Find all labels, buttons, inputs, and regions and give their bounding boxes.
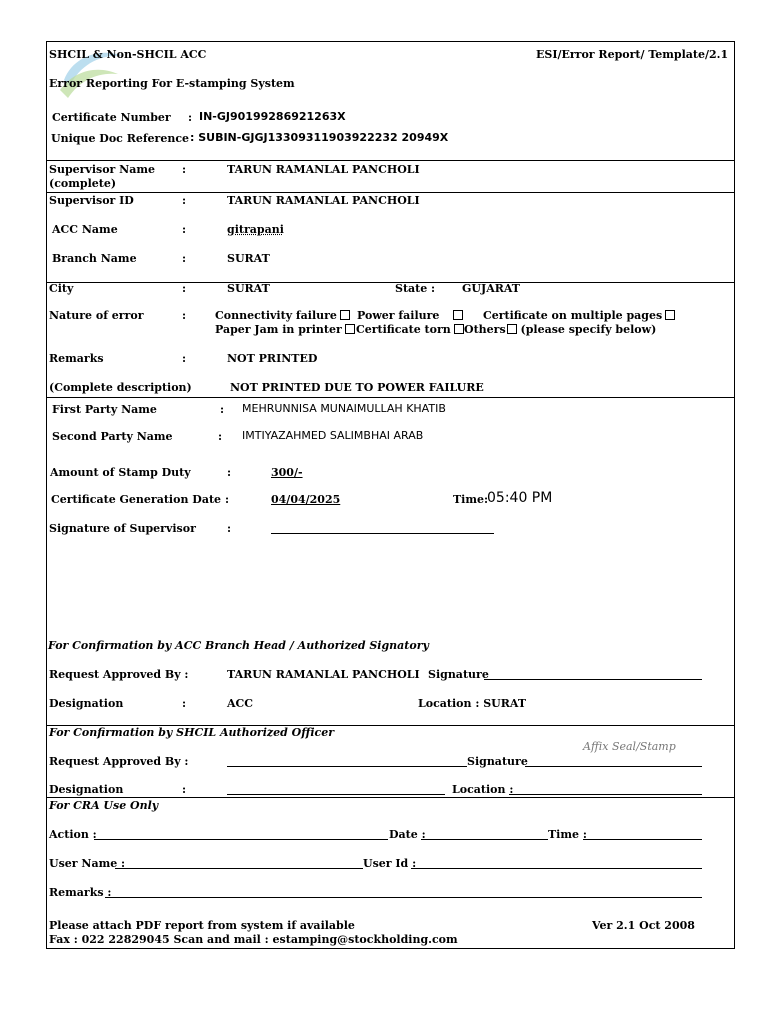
unique-doc-label: Unique Doc Reference xyxy=(51,132,190,145)
location-value: Location : SURAT xyxy=(418,697,527,710)
supervisor-name-label: Supervisor Name xyxy=(49,163,155,176)
colon: : xyxy=(182,783,187,796)
time-value: 05:40 PM xyxy=(487,490,553,506)
shcil-signature-label: Signature xyxy=(467,755,528,768)
date-line[interactable] xyxy=(421,839,548,840)
colon: : xyxy=(182,697,187,710)
colon: : xyxy=(220,403,225,416)
acc-name-value: gitrapani xyxy=(227,223,284,236)
shcil-approved-by-line[interactable] xyxy=(227,766,467,767)
divider xyxy=(46,160,735,161)
option-note: (please specify below) xyxy=(520,323,657,336)
state-value: GUJARAT xyxy=(462,282,520,295)
option-label: Others xyxy=(464,323,506,336)
supervisor-signature-line[interactable] xyxy=(271,533,494,534)
supervisor-id-label: Supervisor ID xyxy=(49,194,134,207)
nature-of-error-label: Nature of error xyxy=(49,309,144,322)
remarks-value: NOT PRINTED xyxy=(227,352,318,365)
branch-name-label: Branch Name xyxy=(52,252,137,265)
colon: : xyxy=(225,493,230,506)
template-ref: ESI/Error Report/ Template/2.1 xyxy=(536,48,729,61)
generation-date-value: 04/04/2025 xyxy=(271,493,341,506)
signature-line[interactable] xyxy=(484,679,702,680)
shcil-location-label: Location : xyxy=(452,783,514,796)
complete-description-label: (Complete description) xyxy=(49,381,192,394)
second-party-label: Second Party Name xyxy=(52,430,173,443)
second-party-value: IMTIYAZAHMED SALIMBHAI ARAB xyxy=(242,429,424,442)
cra-heading: For CRA Use Only xyxy=(49,799,159,812)
colon: : xyxy=(182,223,187,236)
option-connectivity[interactable] xyxy=(215,310,350,323)
signature-label: Signature xyxy=(428,668,489,681)
option-torn[interactable] xyxy=(356,324,464,337)
form-title: Error Reporting For E-stamping System xyxy=(49,77,295,90)
supervisor-signature-label: Signature of Supervisor xyxy=(49,522,196,535)
stamp-duty-label: Amount of Stamp Duty xyxy=(50,466,191,479)
shcil-location-line[interactable] xyxy=(509,794,702,795)
checkbox[interactable] xyxy=(453,310,463,320)
fax-contact: Fax : 022 22829045 Scan and mail : estamping@stockholding.com xyxy=(49,933,458,946)
option-label: Certificate torn xyxy=(356,323,451,336)
user-id-line[interactable] xyxy=(411,868,702,869)
divider xyxy=(46,397,735,398)
colon: : xyxy=(227,522,232,535)
action-label: Action : xyxy=(49,828,97,841)
time-line[interactable] xyxy=(583,839,702,840)
colon: : xyxy=(182,252,187,265)
option-label: Connectivity failure xyxy=(215,309,337,322)
shcil-signature-line[interactable] xyxy=(525,766,702,767)
option-power[interactable] xyxy=(357,310,463,323)
state-label: State : xyxy=(395,282,436,295)
branch-confirm-heading: For Confirmation by ACC Branch Head / Authorized Signatory xyxy=(48,639,429,652)
checkbox[interactable] xyxy=(345,324,355,334)
option-label: Certificate on multiple pages xyxy=(483,309,663,322)
user-name-line[interactable] xyxy=(115,868,363,869)
approved-by-label: Request Approved By : xyxy=(49,668,189,681)
colon: : xyxy=(182,194,187,207)
org-name: SHCIL & Non-SHCIL ACC xyxy=(49,48,207,61)
checkbox[interactable] xyxy=(454,324,464,334)
acc-name-label: ACC Name xyxy=(52,223,118,236)
attach-note: Please attach PDF report from system if available xyxy=(49,919,355,932)
colon: : xyxy=(227,466,232,479)
unique-doc-value: : SUBIN-GJGJ13309311903922232 20949X xyxy=(190,131,449,144)
city-label: City xyxy=(49,282,74,295)
divider xyxy=(46,192,735,193)
checkbox[interactable] xyxy=(340,310,350,320)
option-others[interactable] xyxy=(464,324,656,337)
option-label: Power failure xyxy=(357,309,440,322)
supervisor-id-value: TARUN RAMANLAL PANCHOLI xyxy=(227,194,420,207)
divider xyxy=(46,282,735,283)
supervisor-name-value: TARUN RAMANLAL PANCHOLI xyxy=(227,163,420,176)
first-party-value: MEHRUNNISA MUNAIMULLAH KHATIB xyxy=(242,402,446,415)
time-label: Time: xyxy=(453,493,489,506)
remarks-label: Remarks xyxy=(49,352,104,365)
branch-name-value: SURAT xyxy=(227,252,270,265)
designation-value: ACC xyxy=(227,697,254,710)
checkbox[interactable] xyxy=(665,310,675,320)
shcil-confirm-heading: For Confirmation by SHCIL Authorized Officer xyxy=(49,726,334,739)
user-id-label: User Id : xyxy=(363,857,417,870)
approved-by-value: TARUN RAMANLAL PANCHOLI xyxy=(227,668,420,681)
user-name-label: User Name : xyxy=(49,857,126,870)
colon: : xyxy=(182,163,187,176)
designation-label: Designation xyxy=(49,697,124,710)
certificate-number-value: IN-GJ90199286921263X xyxy=(199,110,346,123)
cra-remarks-line[interactable] xyxy=(105,897,702,898)
supervisor-name-label-2: (complete) xyxy=(49,177,117,190)
checkbox[interactable] xyxy=(507,324,517,334)
affix-seal-note: Affix Seal/Stamp xyxy=(583,740,676,753)
version-note: Ver 2.1 Oct 2008 xyxy=(592,919,695,932)
date-label: Date : xyxy=(389,828,426,841)
option-paper-jam[interactable] xyxy=(215,324,355,337)
first-party-label: First Party Name xyxy=(52,403,157,416)
certificate-number-label: Certificate Number xyxy=(52,111,171,124)
shcil-approved-by-label: Request Approved By : xyxy=(49,755,189,768)
colon: : xyxy=(182,352,187,365)
action-line[interactable] xyxy=(94,839,388,840)
option-multiple-pages[interactable] xyxy=(483,310,675,323)
colon: : xyxy=(182,309,187,322)
certificate-number-colon: : xyxy=(188,111,193,124)
cra-remarks-label: Remarks : xyxy=(49,886,112,899)
shcil-designation-label: Designation xyxy=(49,783,124,796)
time-label-cra: Time : xyxy=(548,828,587,841)
complete-description-value: NOT PRINTED DUE TO POWER FAILURE xyxy=(230,381,484,394)
stamp-duty-value: 300/- xyxy=(271,466,303,479)
divider xyxy=(46,797,735,798)
option-label: Paper Jam in printer xyxy=(215,323,342,336)
generation-date-label: Certificate Generation Date xyxy=(51,493,222,506)
shcil-designation-line[interactable] xyxy=(227,794,445,795)
colon: : xyxy=(218,430,223,443)
colon: : xyxy=(182,282,187,295)
city-value: SURAT xyxy=(227,282,270,295)
